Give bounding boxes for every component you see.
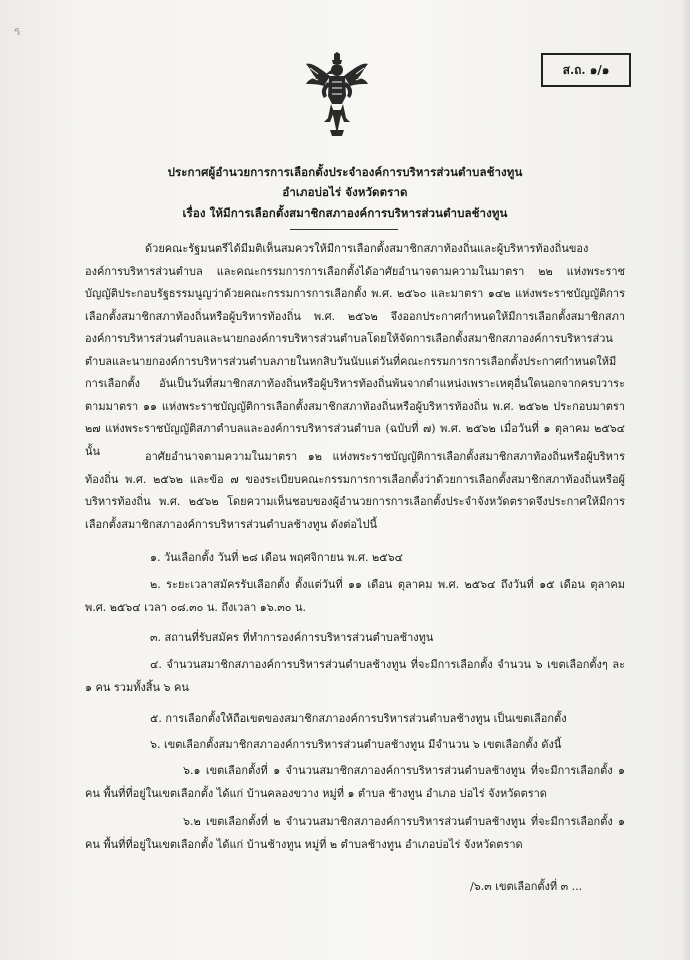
page-continuation: /๖.๓ เขตเลือกตั้งที่ ๓ ... (470, 880, 583, 893)
form-code-box: ส.ถ. ๑/๑ (541, 53, 631, 87)
body-paragraph-1: ด้วยคณะรัฐมนตรีได้มีมติเห็นสมควรให้มีการเลือกตั้งสมาชิกสภาท้องถิ่นและผู้บริหารท้องถิ่นขององค์การบริหารส่วนตำบล และคณะกรรมการการเลือกตั้งได้อาศัยอำนาจตามความในมาตรา ๒๒ แห่งพระราชบัญญัติประกอบรัฐธรรมนูญว่าด้วยคณะกรรมการการเลือกตั้ง พ.ศ. ๒๕๖๐ และมาตรา ๑๔๒ แห่งพระราชบัญญัติการเลือกตั้งสมาชิกสภาท้องถิ่นหรือผู้บริหารท้องถิ่น พ.ศ. ๒๕๖๒ จึงออกประกาศกำหนดให้มีการเลือกตั้งสมาชิกสภาองค์การบริหารส่วนตำบลและนายกองค์การบริหารส่วนตำบลโดยให้จัดการเลือกตั้งสมาชิกสภาองค์การบริหารส่วนตำบลและนายกองค์การบริหารส่วนตำบลภายในหกสิบวันนับแต่วันที่คณะกรรมการการเลือกตั้งประกาศกำหนดให้มีการเลือกตั้ง อันเป็นวันที่สมาชิกสภาท้องถิ่นหรือผู้บริหารท้องถิ่นพ้นจากตำแหน่งเพราะเหตุอื่นใดนอกจากครบวาระ ตามมาตรา ๑๑ แห่งพระราชบัญญัติการเลือกตั้งสมาชิกสภาท้องถิ่นหรือผู้บริหารท้องถิ่น พ.ศ. ๒๕๖๒ ประกอบมาตรา ๒๗ แห่งพระราชบัญญัติสภาตำบลและองค์การบริหารส่วนตำบล (ฉบับที่ ๗) พ.ศ. ๒๕๖๒ เมื่อวันที่ ๑ ตุลาคม ๒๕๖๔ นั้น (85, 242, 625, 458)
announcement-subject: เรื่อง ให้มีการเลือกตั้งสมาชิกสภาองค์การบริหารส่วนตำบลช้างทูน (182, 206, 508, 220)
list-item-constituency-basis: ๕. การเลือกตั้งให้ถือเขตของสมาชิกสภาองค์การบริหารส่วนตำบลช้างทูน เป็นเขตเลือกตั้ง (150, 712, 567, 725)
announcement-location: อำเภอบ่อไร่ จังหวัดตราด (282, 185, 408, 199)
garuda-emblem-icon (304, 52, 370, 140)
list-item-constituencies: ๖. เขตเลือกตั้งสมาชิกสภาองค์การบริหารส่วนตำบลช้างทูน มีจำนวน ๖ เขตเลือกตั้ง ดังนี้ (150, 738, 562, 751)
sub-item-constituency-1: ๖.๑ เขตเลือกตั้งที่ ๑ จำนวนสมาชิกสภาองค์การบริหารส่วนตำบลช้างทูน ที่จะมีการเลือกตั้ง ๑ คน พื้นที่ที่อยู่ในเขตเลือกตั้ง ได้แก่ บ้านคลองขวาง หมู่ที่ ๑ ตำบล ช้างทูน อำเภอ บ่อไร่ จังหวัดตราด (85, 764, 625, 800)
list-item-application-period: ๒. ระยะเวลาสมัครรับเลือกตั้ง ตั้งแต่วันที่ ๑๑ เดือน ตุลาคม พ.ศ. ๒๕๖๔ ถึงวันที่ ๑๕ เดือน ตุลาคม พ.ศ. ๒๕๖๔ เวลา ๐๘.๓๐ น. ถึงเวลา ๑๖.๓๐ น. (85, 578, 626, 614)
handwritten-mark: ร (12, 23, 23, 39)
page-fold-shadow (680, 0, 690, 960)
announcement-title: ประกาศผู้อำนวยการการเลือกตั้งประจำองค์การบริหารส่วนตำบลช้างทูน (167, 165, 523, 179)
body-paragraph-2: อาศัยอำนาจตามความในมาตรา ๑๒ แห่งพระราชบัญญัติการเลือกตั้งสมาชิกสภาท้องถิ่นหรือผู้บริหารท้องถิ่น พ.ศ. ๒๕๖๒ และข้อ ๗ ของระเบียบคณะกรรมการการเลือกตั้งว่าด้วยการเลือกตั้งสมาชิกสภาท้องถิ่นหรือผู้บริหารท้องถิ่น พ.ศ. ๒๕๖๒ โดยความเห็นชอบของผู้อำนวยการการเลือกตั้งประจำจังหวัดตราดจึงประกาศให้มีการเลือกตั้งสมาชิกสภาองค์การบริหารส่วนตำบลช้างทูน ดังต่อไปนี้ (85, 450, 625, 531)
list-item-application-place: ๓. สถานที่รับสมัคร ที่ทำการองค์การบริหารส่วนตำบลช้างทูน (150, 631, 434, 644)
list-item-member-count: ๔. จำนวนสมาชิกสภาองค์การบริหารส่วนตำบลช้างทูน ที่จะมีการเลือกตั้ง จำนวน ๖ เขตเลือกตั้งๆ ละ ๑ คน รวมทั้งสิ้น ๖ คน (85, 658, 625, 694)
title-underline (290, 229, 398, 230)
list-item-election-date: ๑. วันเลือกตั้ง วันที่ ๒๘ เดือน พฤศจิกายน พ.ศ. ๒๕๖๔ (150, 551, 403, 564)
sub-item-constituency-2: ๖.๒ เขตเลือกตั้งที่ ๒ จำนวนสมาชิกสภาองค์การบริหารส่วนตำบลช้างทูน ที่จะมีการเลือกตั้ง ๑ คน พื้นที่ที่อยู่ในเขตเลือกตั้ง ได้แก่ บ้านช้างทูน หมู่ที่ ๒ ตำบลช้างทูน อำเภอบ่อไร่ จังหวัดตราด (85, 815, 625, 851)
